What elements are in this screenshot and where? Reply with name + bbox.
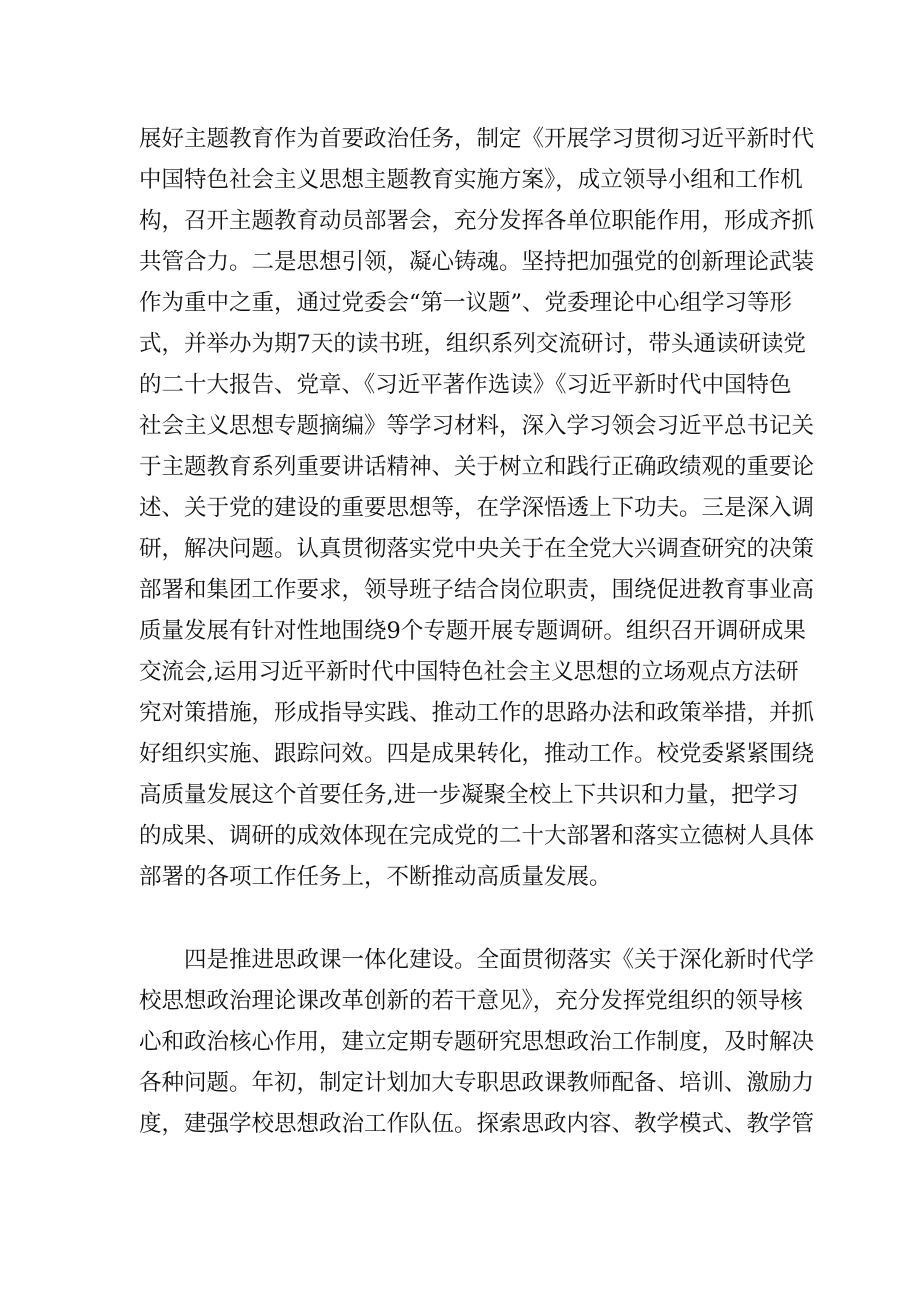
- text-line: 作为重中之重，通过党委会“第一议题”、党委理论中心组学习等形: [139, 290, 793, 316]
- text-line: 中国特色社会主义思想主题教育实施方案》，成立领导小组和工作机: [139, 167, 803, 193]
- text-line: 研，解决问题。认真贯彻落实党中央关于在全党大兴调查研究的决策: [139, 536, 815, 562]
- text-line: 部署的各项工作任务上，不断推动高质量发展。: [139, 864, 612, 890]
- text-line: 交流会,运用习近平新时代中国特色社会主义思想的立场观点方法研: [139, 659, 799, 685]
- text-line: 部署和集团工作要求，领导班子结合岗位职责，围绕促进教育事业高: [139, 577, 815, 603]
- text-line: 的二十大报告、党章、《习近平著作选读》《习近平新时代中国特色: [139, 372, 792, 398]
- text-line: 构，召开主题教育动员部署会，充分发挥各单位职能作用，形成齐抓: [139, 208, 815, 234]
- text-line: 心和政治核心作用，建立定期专题研究思想政治工作制度，及时解决: [139, 1029, 815, 1055]
- text-line: 社会主义思想专题摘编》等学习材料，深入学习领会习近平总书记关: [139, 413, 815, 439]
- text-line: 质量发展有针对性地围绕9个专题开展专题调研。组织召开调研成果: [139, 618, 806, 644]
- text-line: 展好主题教育作为首要政治任务，制定《开展学习贯彻习近平新时代: [139, 126, 815, 152]
- text-line: 述、关于党的建设的重要思想等，在学深悟透上下功夫。三是深入调: [139, 495, 815, 521]
- paragraph-1: [139, 119, 815, 898]
- text-line: 校思想政治理论课改革创新的若干意见》，充分发挥党组织的领导核: [139, 988, 803, 1014]
- text-line: 的成果、调研的成效体现在完成党的二十大部署和落实立德树人具体: [139, 823, 815, 849]
- paragraph-2: [139, 940, 815, 1145]
- text-line: 于主题教育系列重要讲话精神、关于树立和践行正确政绩观的重要论: [139, 454, 815, 480]
- text-line: 四是推进思政课一体化建设。全面贯彻落实《关于深化新时代学: [139, 947, 815, 973]
- text-line: 共管合力。二是思想引领，凝心铸魂。坚持把加强党的创新理论武装: [139, 249, 815, 275]
- text-line: 各种问题。年初，制定计划加大专职思政课教师配备、培训、激励力: [139, 1070, 815, 1096]
- text-line: 高质量发展这个首要任务,进一步凝聚全校上下共识和力量，把学习: [139, 782, 799, 808]
- text-line: 好组织实施、跟踪问效。四是成果转化，推动工作。校党委紧紧围绕: [139, 741, 815, 767]
- text-line: 度，建强学校思想政治工作队伍。探索思政内容、教学模式、教学管: [139, 1111, 815, 1137]
- text-line: 究对策措施，形成指导实践、推动工作的思路办法和政策举措，并抓: [139, 700, 815, 726]
- text-line: 式，并举办为期7天的读书班，组织系列交流研讨，带头通读研读党: [139, 331, 806, 357]
